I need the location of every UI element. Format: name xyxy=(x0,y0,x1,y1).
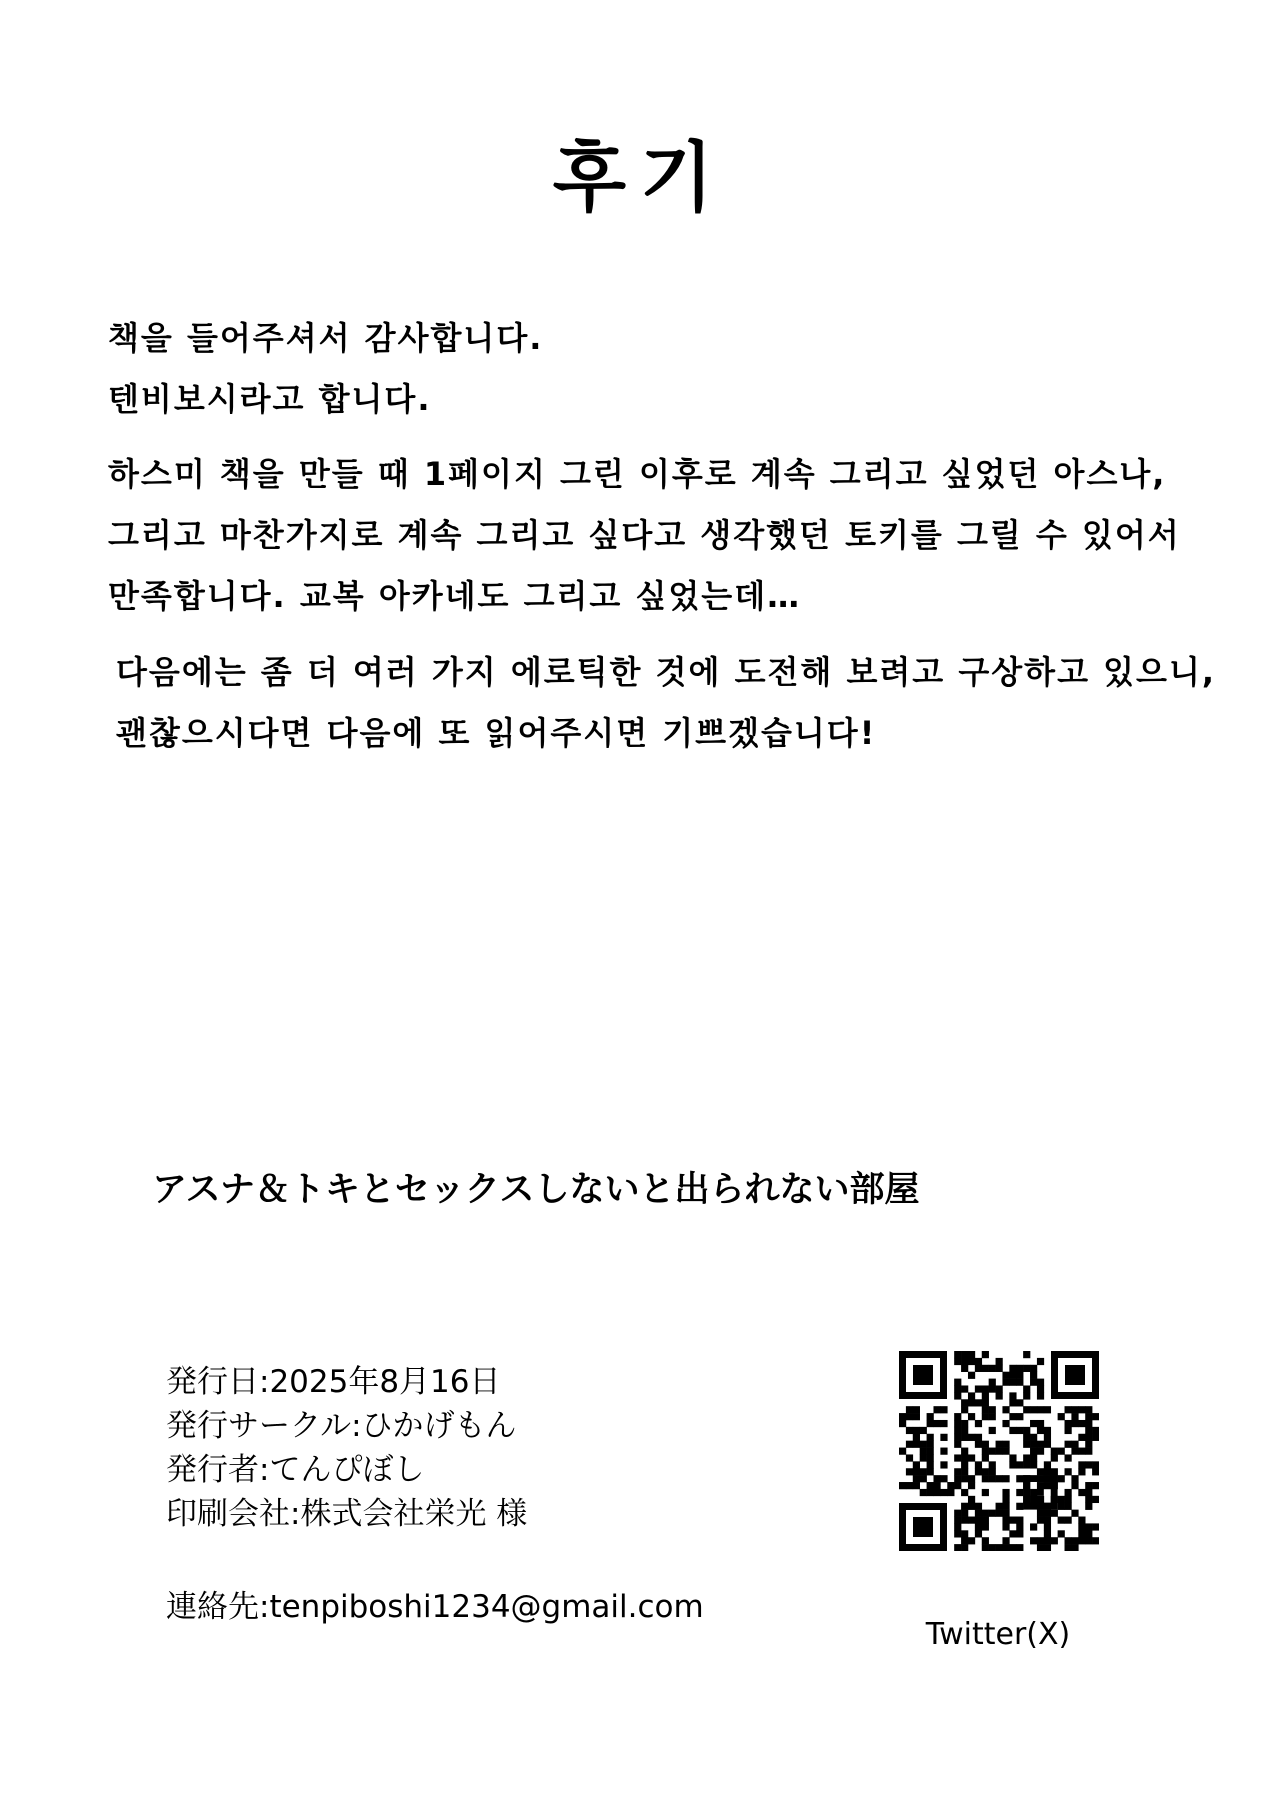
text-line: 괜찮으시다면 다음에 또 읽어주시면 기쁘겠습니다! xyxy=(116,714,877,752)
colophon-issue-date: 発行日:2025年8月16日 xyxy=(166,1364,501,1400)
colophon-publisher: 発行者:てんぴぼし xyxy=(166,1452,425,1488)
text-line: 만족합니다. 교복 아카네도 그리고 싶었는데… xyxy=(108,577,802,615)
book-title: アスナ＆トキとセックスしないと出られない部屋 xyxy=(152,1170,920,1210)
page-title: 후기 xyxy=(552,133,728,222)
text-line: 텐비보시라고 합니다. xyxy=(108,380,432,418)
colophon-contact: 連絡先:tenpiboshi1234@gmail.com xyxy=(166,1589,704,1625)
text-line: 그리고 마찬가지로 계속 그리고 싶다고 생각했던 토키를 그릴 수 있어서 xyxy=(108,516,1181,554)
text-line: 책을 들어주셔서 감사합니다. xyxy=(108,319,544,357)
colophon-printer: 印刷会社:株式会社栄光 様 xyxy=(166,1496,528,1532)
qr-code-icon[interactable] xyxy=(899,1351,1099,1551)
text-line: 다음에는 좀 더 여러 가지 에로틱한 것에 도전해 보려고 구상하고 있으니, xyxy=(116,653,1217,691)
text-line: 하스미 책을 만들 때 1페이지 그린 이후로 계속 그리고 싶었던 아스나, xyxy=(108,455,1167,493)
colophon-circle: 発行サークル:ひかげもん xyxy=(166,1408,517,1444)
qr-caption: Twitter(X) xyxy=(925,1617,1071,1652)
